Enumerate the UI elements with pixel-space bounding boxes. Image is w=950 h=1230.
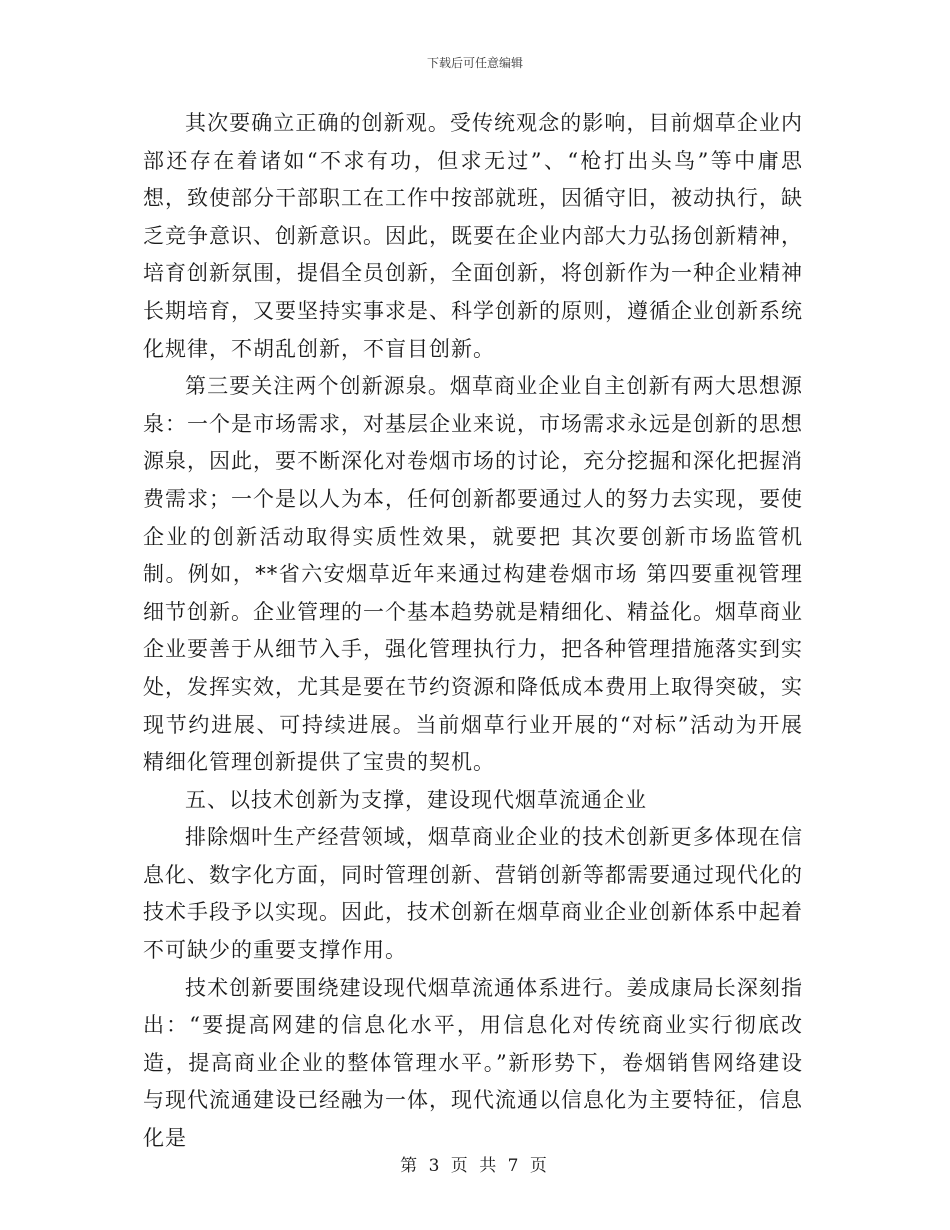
page-header: 下载后可任意编辑: [426, 56, 523, 70]
paragraph-innovation-sources: 第三要关注两个创新源泉。烟草商业企业自主创新有两大思想源泉：一个是市场需求，对基层企业来说，市场需求永远是创新的思想源泉，因此，要不断深化对卷烟市场的讨论，充分挖掘和深化把握消费需求；一个是以人为本，任何创新都要通过人的努力去实现，要使企业的创新活动取得实质性效果，就要把 其次要创新市场监管机制。例如，**省六安烟草近年来通过构建卷烟市场 第四要重视管理细节创新。企业管理的一个基本趋势就是精细化、精益化。烟草商业企业要善于从细节入手，强化管理执行力，把各种管理措施落实到实处，发挥实效，尤其是要在节约资源和降低成本费用上取得突破，实现节约进展、可持续进展。当前烟草行业开展的“对标”活动为开展精细化管理创新提供了宝贵的契机。: [143, 374, 803, 775]
section-heading-technology: 五、以技术创新为支撑，建设现代烟草流通企业: [185, 787, 647, 812]
paragraph-innovation-concept: 其次要确立正确的创新观。受传统观念的影响，目前烟草企业内部还存在着诸如“不求有功，但求无过”、“枪打出头鸟”等中庸思想，致使部分干部职工在工作中按部就班，因循守旧，被动执行，缺乏竞争意识、创新意识。因此，既要在企业内部大力弘扬创新精神，培育创新氛围，提倡全员创新，全面创新，将创新作为一种企业精神长期培育，又要坚持实事求是、科学创新的原则，遵循企业创新系统化规律，不胡乱创新，不盲目创新。: [143, 111, 803, 361]
page-number: 第 3 页 共 7 页: [400, 1156, 550, 1176]
paragraph-technology-support: 排除烟叶生产经营领域，烟草商业企业的技术创新更多体现在信息化、数字化方面，同时管理创新、营销创新等都需要通过现代化的技术手段予以实现。因此，技术创新在烟草商业企业创新体系中起着不可缺少的重要支撑作用。: [143, 825, 803, 963]
document-body: [143, 105, 803, 1158]
paragraph-modern-circulation: 技术创新要围绕建设现代烟草流通体系进行。姜成康局长深刻指出：“要提高网建的信息化水平，用信息化对传统商业实行彻底改造，提高商业企业的整体管理水平。”新形势下，卷烟销售网络建设与现代流通建设已经融为一体，现代流通以信息化为主要特征，信息化是: [143, 975, 803, 1151]
